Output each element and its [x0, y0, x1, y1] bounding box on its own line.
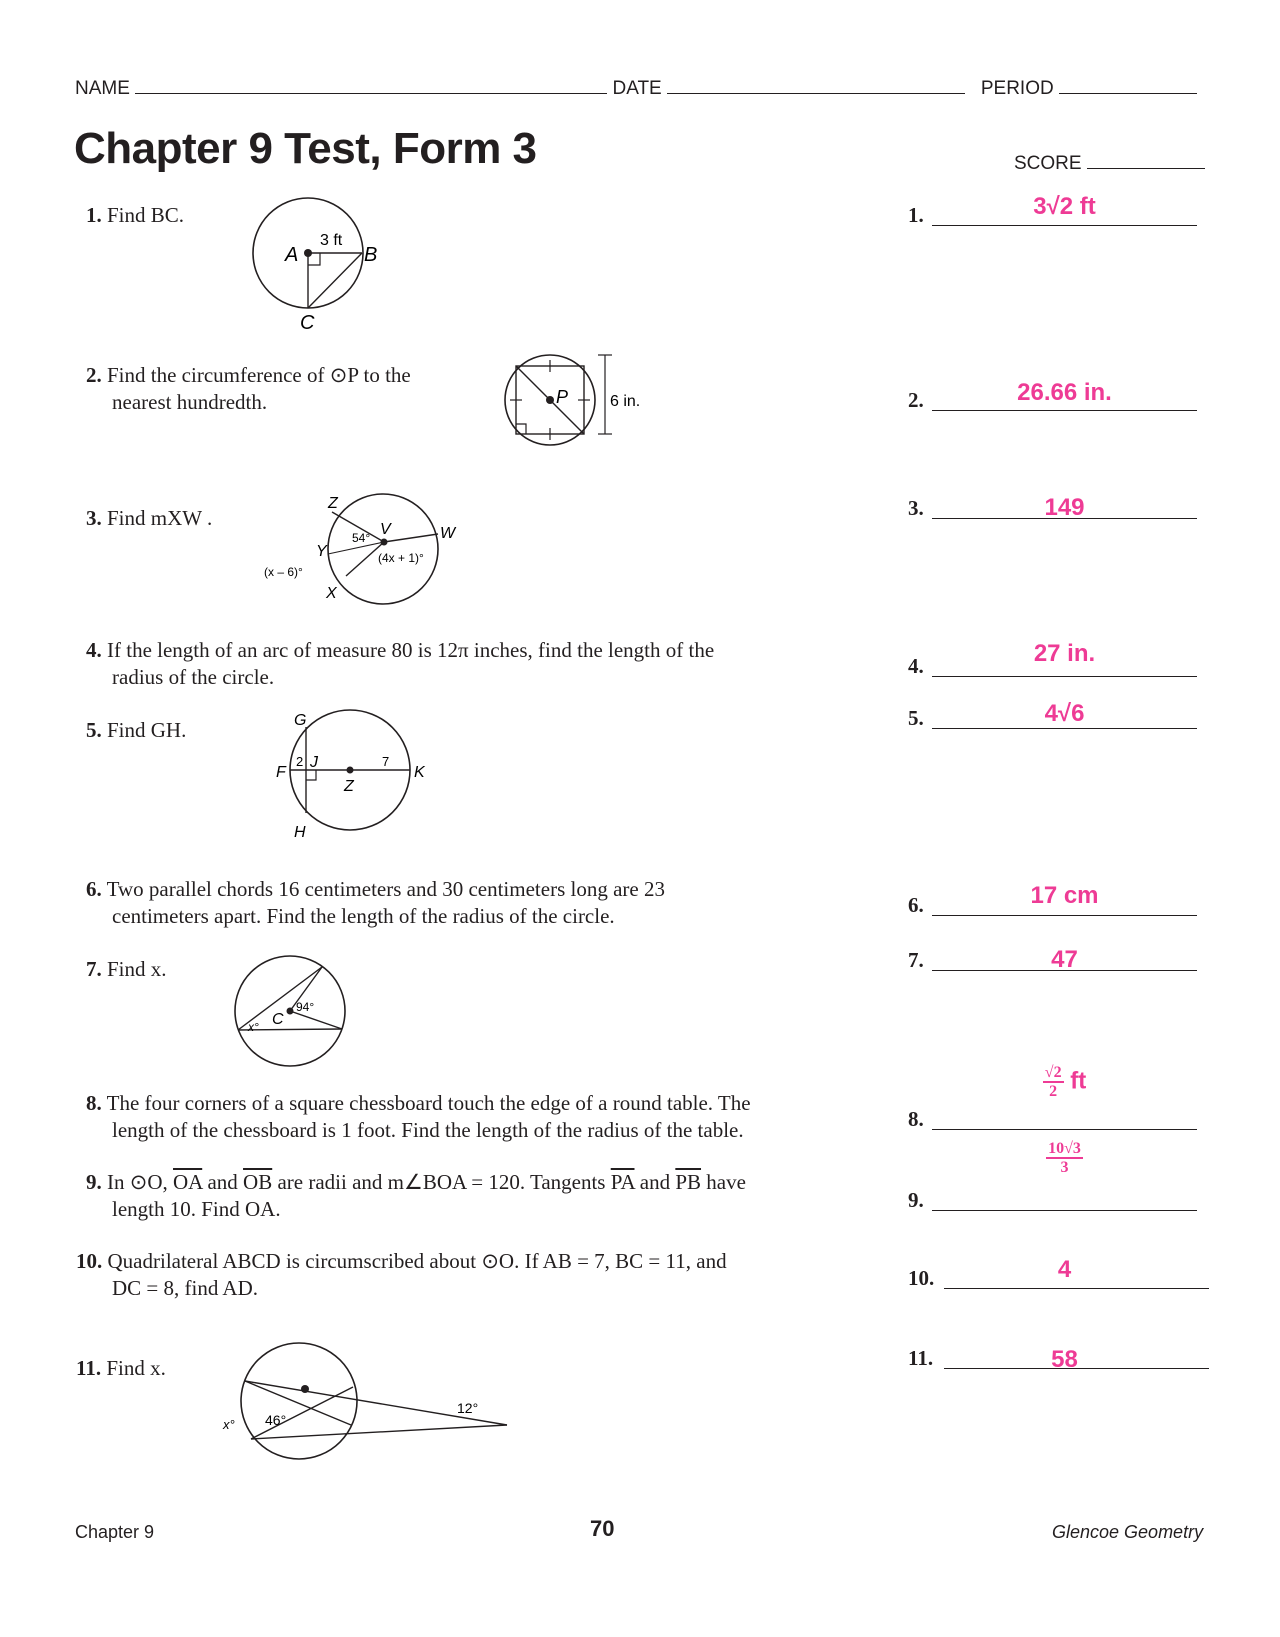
circle [328, 494, 438, 604]
label-b: B [364, 244, 378, 266]
answer-9 [932, 1140, 1197, 1176]
label-y: Y [316, 543, 327, 560]
label-g: G [294, 712, 307, 729]
fraction-numerator: 10√3 [1048, 1140, 1081, 1157]
question-number: 3. [86, 506, 102, 530]
question-4 [86, 637, 714, 691]
figure-2-inscribed-square [500, 350, 650, 450]
label-v: V [380, 521, 391, 538]
answer-number-3: 3. [908, 496, 924, 520]
label-z: Z [344, 778, 354, 795]
center-dot [381, 539, 388, 546]
figure-1-circle [240, 195, 400, 335]
label-c: C [300, 312, 315, 334]
chord-1 [245, 1381, 351, 1425]
label-h: H [294, 824, 306, 841]
answer-10: 4 [1057, 1256, 1072, 1283]
label-j: J [310, 754, 318, 771]
question-text: length of the chessboard is 1 foot. Find the length of the radius of the table. [112, 1118, 744, 1142]
label-7: 7 [382, 754, 390, 769]
answer-8 [932, 1064, 1197, 1100]
chord-vw [384, 534, 438, 542]
footer-chapter: Chapter 9 [75, 1522, 155, 1542]
label-2: 2 [296, 754, 304, 769]
score-label: SCORE [1014, 153, 1082, 174]
answer-6: 17 cm [1030, 882, 1099, 909]
question-7 [86, 956, 167, 983]
question-text: nearest hundredth. [112, 390, 268, 414]
answer-number-2: 2. [908, 388, 924, 412]
page-title: Chapter 9 Test, Form 3 [74, 124, 537, 173]
question-text: Find x. [107, 957, 167, 981]
answer-number-8: 8. [908, 1107, 924, 1131]
answer-number-6: 6. [908, 893, 924, 917]
fraction-denominator: 3 [1060, 1159, 1069, 1176]
name-label: NAME [75, 78, 130, 99]
question-text: radius of the circle. [112, 665, 275, 689]
label-k: K [414, 764, 425, 781]
fraction [1043, 1064, 1064, 1100]
answer-number-10: 10. [908, 1266, 935, 1290]
circle [241, 1343, 357, 1459]
chord-bc [308, 253, 362, 308]
label-x: x° [223, 1417, 235, 1432]
fraction-numerator: √2 [1044, 1064, 1062, 1081]
label-c: C [272, 1011, 284, 1028]
question-text: Find GH. [107, 718, 187, 742]
question-number: 7. [86, 957, 102, 981]
segment-pa: $\overline{PA}$ [610, 1170, 635, 1194]
answer-5: 4√6 [1044, 700, 1085, 727]
label-46: 46° [265, 1412, 287, 1428]
question-text: Find BC. [107, 203, 185, 227]
label-w: W [440, 525, 456, 542]
question-1 [86, 202, 184, 229]
label-a: A [285, 244, 299, 266]
question-number: 4. [86, 638, 102, 662]
question-number: 2. [86, 363, 102, 387]
fraction [1046, 1140, 1083, 1176]
answer-line-9[interactable] [932, 1209, 1197, 1211]
label-expr-2: (x – 6)° [264, 565, 303, 579]
question-number: 5. [86, 718, 102, 742]
label-angle: 54° [352, 531, 371, 545]
question-9 [86, 1169, 746, 1223]
figure-11-secants [225, 1345, 525, 1465]
question-text: and [639, 1170, 671, 1194]
label-angle: 94° [296, 1000, 315, 1014]
answer-11: 58 [1051, 1346, 1078, 1373]
answer-number-5: 5. [908, 706, 924, 730]
label-length: 3 ft [320, 232, 343, 249]
right-angle-mark [516, 424, 526, 434]
answer-line-4[interactable] [932, 675, 1197, 677]
question-number: 10. [76, 1249, 103, 1273]
figure-5-chord [270, 705, 440, 845]
score-area [1014, 150, 1205, 175]
score-field[interactable] [1087, 150, 1205, 169]
question-text: DC = 8, find AD. [112, 1276, 259, 1300]
question-text: Find the circumference of ⊙P to the [107, 363, 411, 387]
answer-line-6[interactable] [932, 914, 1197, 916]
question-text: length 10. Find OA. [112, 1197, 281, 1221]
question-number: 6. [86, 877, 102, 901]
question-text: have [706, 1170, 746, 1194]
date-field[interactable] [667, 75, 965, 94]
right-angle-mark [306, 770, 316, 780]
answer-3: 149 [1044, 494, 1085, 521]
question-number: 1. [86, 203, 102, 227]
question-6 [86, 876, 665, 930]
page-number: 70 [590, 1516, 615, 1541]
question-11 [76, 1355, 166, 1382]
segment-pb: $\overline{PB}$ [675, 1170, 702, 1194]
figure-3-arcs [260, 490, 480, 610]
center-dot [347, 767, 354, 774]
question-3 [86, 505, 212, 532]
answer-number-1: 1. [908, 203, 924, 227]
center-dot [301, 1385, 309, 1393]
label-f: F [276, 764, 286, 781]
label-x: X [326, 585, 337, 602]
question-number: 9. [86, 1170, 102, 1194]
answer-4: 27 in. [1033, 640, 1096, 667]
answer-line-1[interactable] [932, 224, 1197, 226]
secant-2 [251, 1425, 507, 1439]
date-label: DATE [612, 78, 662, 99]
question-2 [86, 362, 411, 416]
answer-1: 3√2 ft [1033, 193, 1096, 220]
question-text: centimeters apart. Find the length of the radius of the circle. [112, 904, 615, 928]
question-number: 8. [86, 1091, 102, 1115]
footer-book: Glencoe Geometry [1052, 1522, 1204, 1542]
header-fields [75, 75, 1205, 100]
label-expr-1: (4x + 1)° [378, 551, 424, 565]
answer-line-2[interactable] [932, 409, 1197, 411]
question-text: Two parallel chords 16 centimeters and 30 centimeters long are 23 [106, 877, 665, 901]
question-5 [86, 717, 186, 744]
label-x: x° [248, 1020, 259, 1034]
segment-ob: $\overline{OB}$ [243, 1170, 273, 1194]
question-text: are radii and m∠BOA = 120. Tangents [277, 1170, 606, 1194]
fraction-denominator: 2 [1049, 1083, 1058, 1100]
answer-number-11: 11. [908, 1346, 934, 1370]
question-text: and [207, 1170, 238, 1194]
question-text: The four corners of a square chessboard touch the edge of a round table. The [106, 1091, 751, 1115]
question-text: Find x. [106, 1356, 166, 1380]
answer-number-7: 7. [908, 948, 924, 972]
segment-oa: $\overline{OA}$ [173, 1170, 203, 1194]
question-10 [76, 1248, 727, 1302]
period-field[interactable] [1059, 75, 1197, 94]
center-dot [287, 1008, 294, 1015]
answer-2: 26.66 in. [1017, 379, 1112, 406]
answer-7: 47 [1051, 946, 1078, 973]
question-text: Quadrilateral ABCD is circumscribed about ⊙O. If AB = 7, BC = 11, and [107, 1249, 727, 1273]
center-dot [546, 396, 554, 404]
label-p: P [556, 387, 569, 407]
answer-number-9: 9. [908, 1188, 924, 1212]
question-8 [86, 1090, 751, 1144]
answer-number-4: 4. [908, 654, 924, 678]
center-dot [304, 249, 312, 257]
question-text: Find mXW . [107, 506, 213, 530]
answer-line-10[interactable] [944, 1287, 1209, 1289]
answer-unit: ft [1070, 1067, 1087, 1095]
question-number: 11. [76, 1356, 102, 1380]
question-text: In ⊙O, [107, 1170, 168, 1194]
period-label: PERIOD [980, 78, 1054, 99]
label-length: 6 in. [610, 393, 641, 410]
answer-line-8[interactable] [932, 1128, 1197, 1130]
question-text: If the length of an arc of measure 80 is 12π inches, find the length of the [107, 638, 715, 662]
name-field[interactable] [135, 75, 607, 94]
figure-7-inscribed-angle [230, 955, 360, 1075]
label-12: 12° [457, 1400, 479, 1416]
label-z: Z [328, 495, 338, 512]
